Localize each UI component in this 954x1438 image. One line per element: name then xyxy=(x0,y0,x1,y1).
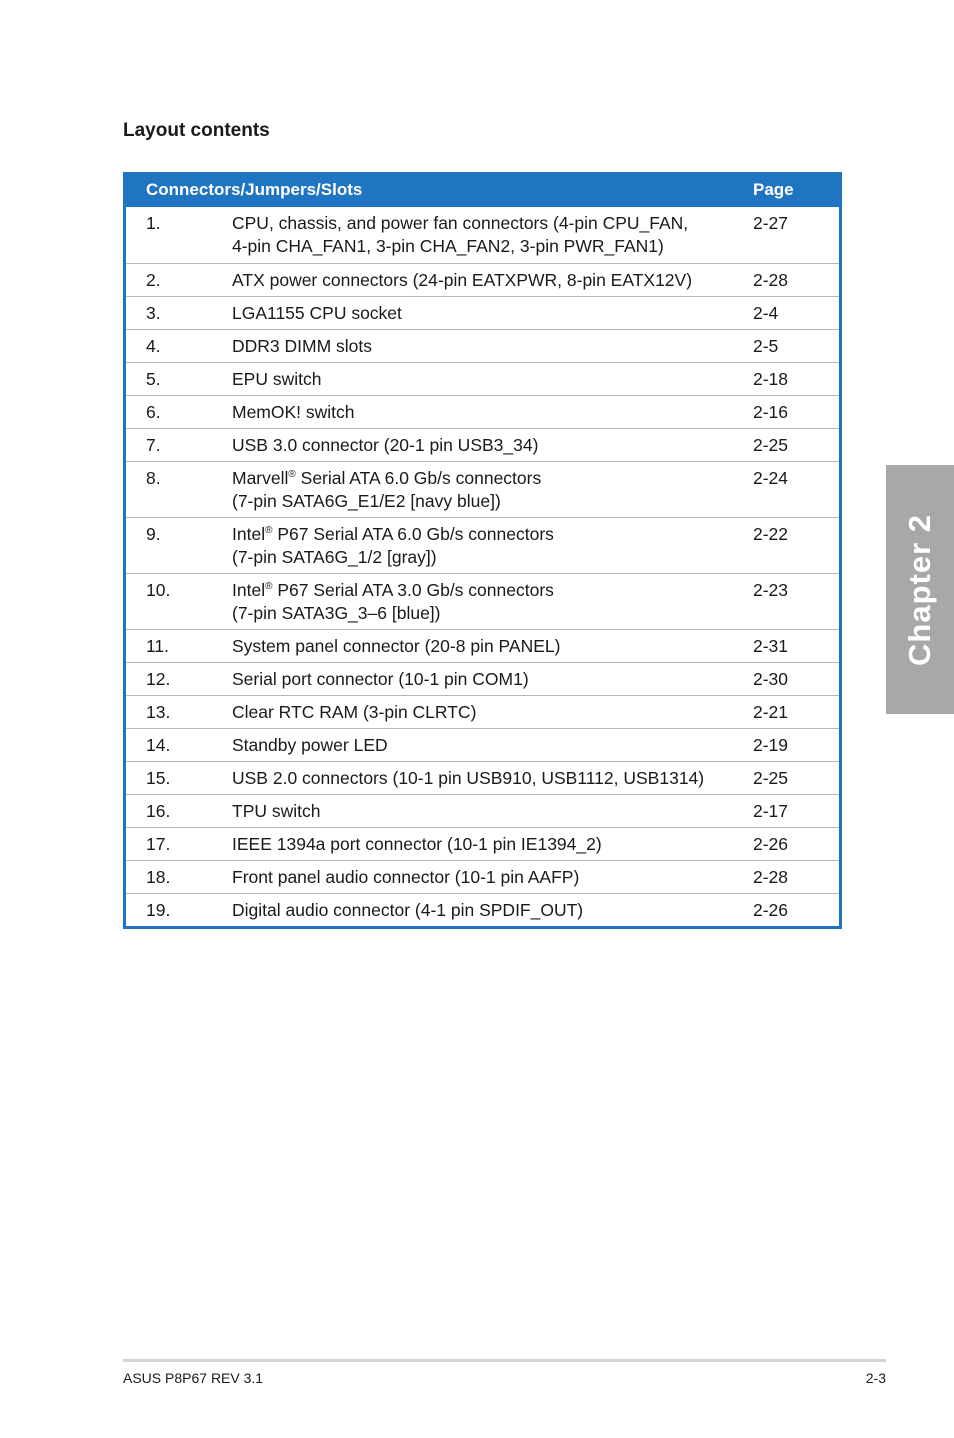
row-description: Intel® P67 Serial ATA 3.0 Gb/s connectors (7-pin SATA3G_3–6 [blue]) xyxy=(232,580,554,623)
table-row xyxy=(126,893,839,926)
footer-product: ASUS P8P67 REV 3.1 xyxy=(123,1370,264,1386)
header-page: Page xyxy=(753,179,794,199)
footer-divider xyxy=(123,1359,886,1362)
row-page: 2-26 xyxy=(753,834,789,854)
table-header xyxy=(126,172,839,207)
row-number: 19. xyxy=(146,900,171,920)
row-page: 2-16 xyxy=(753,402,789,422)
row-description: CPU, chassis, and power fan connectors (4-pin CPU_FAN, 4-pin CHA_FAN1, 3-pin CHA_FAN2, 3-pin PWR_FAN1) xyxy=(232,213,689,256)
row-description: Standby power LED xyxy=(232,735,388,755)
row-page: 2-28 xyxy=(753,270,789,290)
row-page: 2-27 xyxy=(753,213,789,233)
row-number: 9. xyxy=(146,524,161,544)
table-row xyxy=(126,329,839,362)
registered-mark: ® xyxy=(265,525,273,537)
row-description: Clear RTC RAM (3-pin CLRTC) xyxy=(232,702,477,722)
row-description: Serial port connector (10-1 pin COM1) xyxy=(232,669,529,689)
row-number: 4. xyxy=(146,336,161,356)
row-description: Intel® P67 Serial ATA 6.0 Gb/s connectors (7-pin SATA6G_1/2 [gray]) xyxy=(232,524,554,567)
row-page: 2-22 xyxy=(753,524,789,544)
table-row xyxy=(126,461,839,517)
row-page: 2-25 xyxy=(753,768,789,788)
row-number: 5. xyxy=(146,369,161,389)
table-row xyxy=(126,395,839,428)
row-page: 2-24 xyxy=(753,468,789,488)
row-number: 2. xyxy=(146,270,161,290)
row-description: USB 2.0 connectors (10-1 pin USB910, USB1112, USB1314) xyxy=(232,768,705,788)
row-page: 2-30 xyxy=(753,669,789,689)
table-row xyxy=(126,362,839,395)
row-page: 2-31 xyxy=(753,636,789,656)
row-description: Marvell® Serial ATA 6.0 Gb/s connectors (7-pin SATA6G_E1/E2 [navy blue]) xyxy=(232,468,542,511)
row-description: IEEE 1394a port connector (10-1 pin IE1394_2) xyxy=(232,834,602,854)
table-row xyxy=(126,517,839,573)
row-description: ATX power connectors (24-pin EATXPWR, 8-pin EATX12V) xyxy=(232,270,693,290)
row-number: 17. xyxy=(146,834,171,854)
layout-contents-table xyxy=(123,172,842,929)
table-row xyxy=(126,761,839,794)
row-page: 2-25 xyxy=(753,435,789,455)
table-row xyxy=(126,207,839,263)
table-row xyxy=(126,728,839,761)
row-page: 2-23 xyxy=(753,580,789,600)
chapter-tab-label: Chapter 2 xyxy=(902,513,937,666)
row-number: 15. xyxy=(146,768,171,788)
footer-page-number: 2-3 xyxy=(865,1370,886,1386)
row-page: 2-26 xyxy=(753,900,789,920)
row-number: 3. xyxy=(146,303,161,323)
row-description: TPU switch xyxy=(232,801,321,821)
row-description: MemOK! switch xyxy=(232,402,355,422)
table-row xyxy=(126,794,839,827)
header-connectors: Connectors/Jumpers/Slots xyxy=(146,179,363,199)
row-number: 12. xyxy=(146,669,171,689)
row-number: 16. xyxy=(146,801,171,821)
registered-mark: ® xyxy=(288,469,296,481)
row-number: 11. xyxy=(146,636,170,656)
table-row xyxy=(126,860,839,893)
row-description: LGA1155 CPU socket xyxy=(232,303,402,323)
table-row xyxy=(126,662,839,695)
row-number: 14. xyxy=(146,735,171,755)
row-page: 2-18 xyxy=(753,369,789,389)
row-description: DDR3 DIMM slots xyxy=(232,336,373,356)
table-row xyxy=(126,573,839,629)
section-title: Layout contents xyxy=(123,120,270,141)
table-row xyxy=(126,428,839,461)
row-description: USB 3.0 connector (20-1 pin USB3_34) xyxy=(232,435,539,455)
table-row xyxy=(126,629,839,662)
row-description: System panel connector (20-8 pin PANEL) xyxy=(232,636,561,656)
row-description: EPU switch xyxy=(232,369,322,389)
row-number: 13. xyxy=(146,702,171,722)
row-number: 10. xyxy=(146,580,171,600)
table-row xyxy=(126,827,839,860)
row-page: 2-17 xyxy=(753,801,789,821)
row-number: 7. xyxy=(146,435,161,455)
row-page: 2-21 xyxy=(753,702,789,722)
registered-mark: ® xyxy=(265,581,273,593)
row-page: 2-19 xyxy=(753,735,789,755)
row-number: 1. xyxy=(146,213,161,233)
row-page: 2-5 xyxy=(753,336,779,356)
row-description: Digital audio connector (4-1 pin SPDIF_OUT) xyxy=(232,900,584,920)
table-row xyxy=(126,263,839,296)
table-row xyxy=(126,695,839,728)
row-page: 2-28 xyxy=(753,867,789,887)
row-number: 6. xyxy=(146,402,161,422)
row-page: 2-4 xyxy=(753,303,779,323)
chapter-tab xyxy=(886,465,954,714)
row-description: Front panel audio connector (10-1 pin AAFP) xyxy=(232,867,580,887)
table-row xyxy=(126,296,839,329)
row-number: 8. xyxy=(146,468,161,488)
row-number: 18. xyxy=(146,867,171,887)
